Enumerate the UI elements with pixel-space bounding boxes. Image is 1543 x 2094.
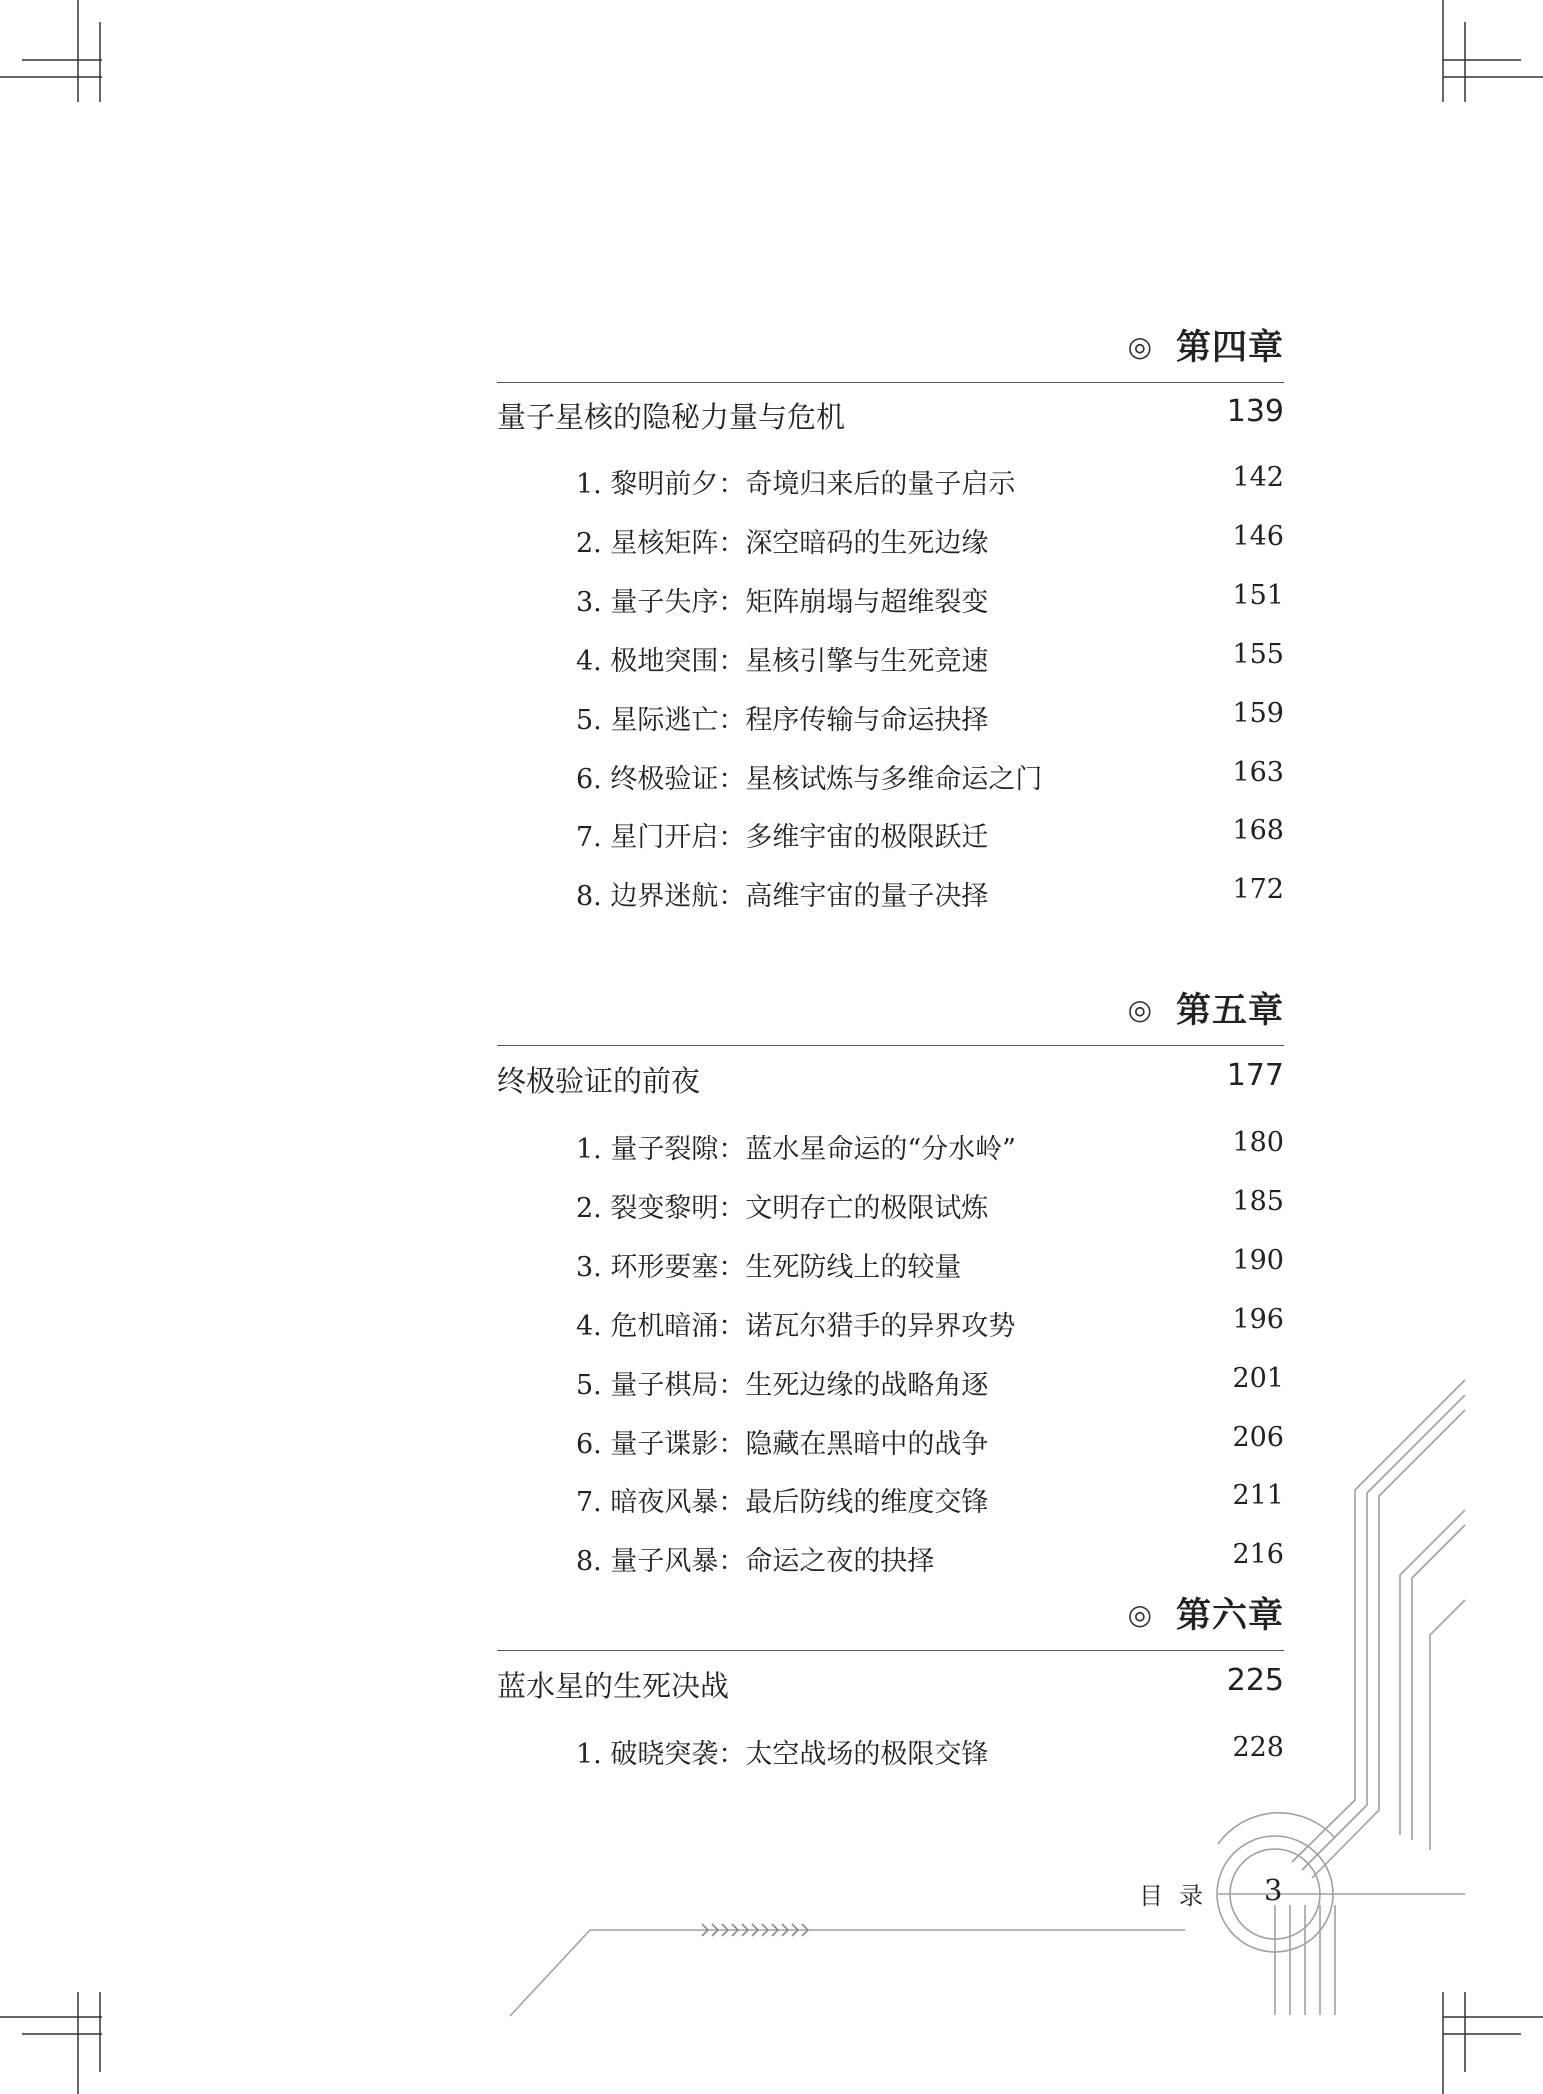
entry-title: 7. 星门开启：多维宇宙的极限跃迁: [576, 822, 989, 853]
toc-entry[interactable]: [576, 1127, 1284, 1167]
chapter-title[interactable]: 终极验证的前夜: [497, 1064, 701, 1098]
toc-entry[interactable]: [576, 580, 1284, 620]
toc-entry[interactable]: [576, 1539, 1284, 1579]
entry-title: 5. 量子棋局：生死边缘的战略角逐: [576, 1370, 989, 1401]
entry-title: 8. 边界迷航：高维宇宙的量子决择: [576, 881, 989, 912]
entry-title: 3. 量子失序：矩阵崩塌与超维裂变: [576, 587, 989, 618]
toc-entry[interactable]: [576, 757, 1284, 797]
toc-entry[interactable]: [576, 1186, 1284, 1226]
toc-entry[interactable]: [576, 462, 1284, 502]
entry-page: 228: [1232, 1732, 1284, 1763]
entry-page: 201: [1232, 1363, 1284, 1394]
chapter-label: 第六章: [1175, 1596, 1284, 1636]
chapter-page-number: 139: [1226, 394, 1284, 429]
entry-page: 185: [1232, 1186, 1284, 1217]
entry-title: 1. 量子裂隙：蓝水星命运的“分水岭”: [576, 1134, 1016, 1165]
chapter-header: [497, 981, 1284, 1046]
entry-title: 2. 星核矩阵：深空暗码的生死边缘: [576, 528, 989, 559]
toc-entry[interactable]: [576, 1304, 1284, 1344]
entry-title: 4. 危机暗涌：诺瓦尔猎手的异界攻势: [576, 1311, 1016, 1342]
entry-title: 6. 量子谍影：隐藏在黑暗中的战争: [576, 1429, 989, 1460]
entry-page: 146: [1232, 521, 1284, 552]
toc-entry[interactable]: [576, 1480, 1284, 1520]
entry-title: 1. 黎明前夕：奇境归来后的量子启示: [576, 469, 1016, 500]
entry-title: 1. 破晓突袭：太空战场的极限交锋: [576, 1739, 989, 1770]
double-circle-icon: ◎: [1127, 1598, 1152, 1631]
toc-entry[interactable]: [576, 874, 1284, 914]
toc-entry[interactable]: [576, 698, 1284, 738]
chapter-header: [497, 318, 1284, 383]
toc-entry[interactable]: [576, 1363, 1284, 1403]
entry-title: 6. 终极验证：星核试炼与多维命运之门: [576, 764, 1043, 795]
entry-title: 5. 星际逃亡：程序传输与命运抉择: [576, 705, 989, 736]
double-circle-icon: ◎: [1127, 330, 1152, 363]
entry-page: 151: [1232, 580, 1284, 611]
chapter-header: [497, 1586, 1284, 1651]
footer-page-number: 3: [1264, 1873, 1283, 1907]
chapter-title[interactable]: 量子星核的隐秘力量与危机: [497, 400, 846, 434]
entry-title: 3. 环形要塞：生死防线上的较量: [576, 1252, 962, 1283]
entry-page: 206: [1232, 1422, 1284, 1453]
entry-page: 211: [1232, 1480, 1284, 1511]
toc-entry[interactable]: [576, 639, 1284, 679]
entry-page: 155: [1232, 639, 1284, 670]
entry-page: 142: [1232, 462, 1284, 493]
entry-title: 8. 量子风暴：命运之夜的抉择: [576, 1546, 935, 1577]
entry-page: 180: [1232, 1127, 1284, 1158]
chapter-label: 第五章: [1175, 991, 1284, 1031]
entry-page: 168: [1232, 815, 1284, 846]
toc-entry[interactable]: [576, 1732, 1284, 1772]
entry-title: 2. 裂变黎明：文明存亡的极限试炼: [576, 1193, 989, 1224]
entry-page: 216: [1232, 1539, 1284, 1570]
chapter-page-number: 177: [1226, 1058, 1284, 1093]
chapter-page-number: 225: [1226, 1663, 1284, 1698]
chapter-label: 第四章: [1175, 328, 1284, 368]
toc-entry[interactable]: [576, 1422, 1284, 1462]
entry-page: 163: [1232, 757, 1284, 788]
toc-entry[interactable]: [576, 521, 1284, 561]
toc-entry[interactable]: [576, 815, 1284, 855]
entry-title: 4. 极地突围：星核引擎与生死竞速: [576, 646, 989, 677]
chapter-title[interactable]: 蓝水星的生死决战: [497, 1669, 730, 1703]
double-circle-icon: ◎: [1127, 993, 1152, 1026]
entry-page: 172: [1232, 874, 1284, 905]
entry-page: 159: [1232, 698, 1284, 729]
entry-page: 196: [1232, 1304, 1284, 1335]
entry-page: 190: [1232, 1245, 1284, 1276]
entry-title: 7. 暗夜风暴：最后防线的维度交锋: [576, 1487, 989, 1518]
toc-entry[interactable]: [576, 1245, 1284, 1285]
footer-section-label: 目录: [1139, 1882, 1219, 1910]
